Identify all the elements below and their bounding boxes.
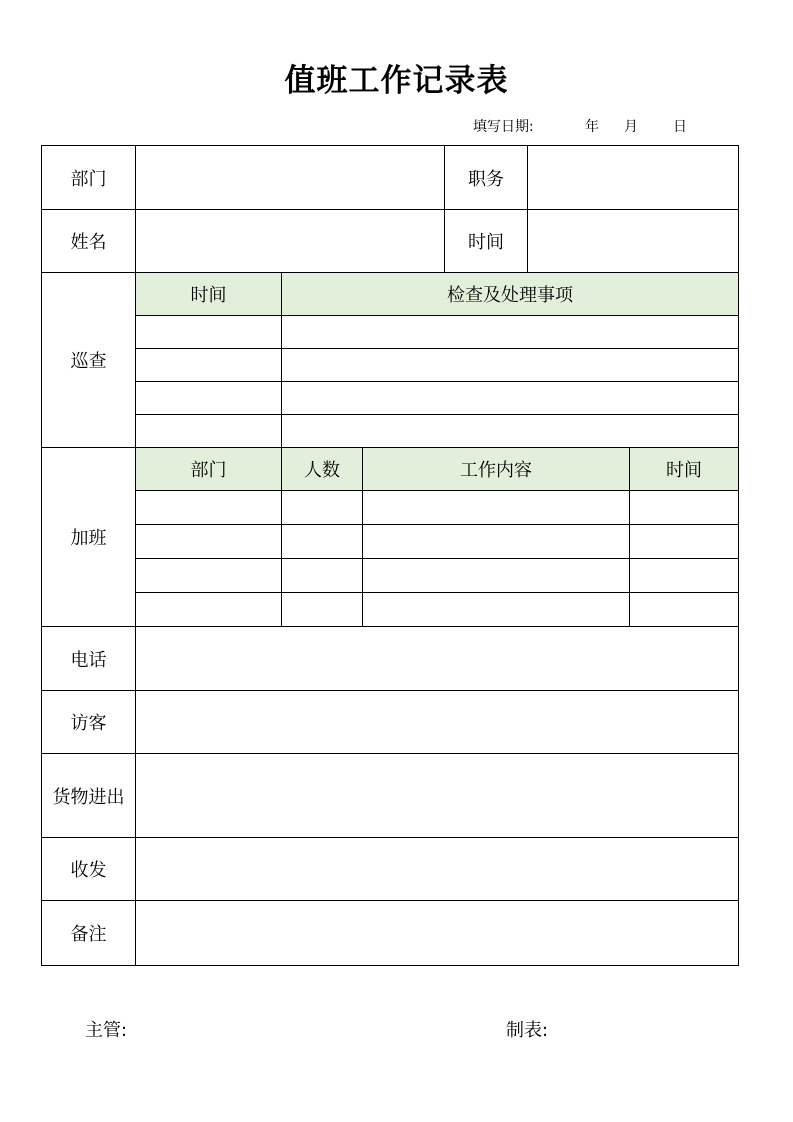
patrol-time-cell[interactable] bbox=[136, 415, 282, 448]
row-mail bbox=[42, 838, 739, 901]
row-phone bbox=[42, 627, 739, 691]
patrol-time-cell[interactable] bbox=[136, 316, 282, 349]
position-label-text: 职务 bbox=[468, 168, 505, 190]
time-label-cell bbox=[445, 210, 528, 272]
time-field[interactable] bbox=[528, 210, 738, 272]
notes-label: 备注 bbox=[42, 901, 136, 966]
position-field[interactable] bbox=[528, 146, 738, 209]
phone-field[interactable] bbox=[136, 627, 739, 691]
date-day-label: 日 bbox=[673, 119, 687, 135]
overtime-header-content: 工作内容 bbox=[363, 448, 630, 491]
name-label: 姓名 bbox=[42, 210, 136, 273]
overtime-time-cell[interactable] bbox=[630, 525, 739, 559]
mail-label: 收发 bbox=[42, 838, 136, 901]
patrol-row bbox=[42, 316, 739, 349]
time-label-text: 时间 bbox=[468, 232, 505, 253]
patrol-items-cell[interactable] bbox=[282, 415, 739, 448]
overtime-header-row bbox=[42, 448, 739, 491]
department-field[interactable] bbox=[136, 146, 445, 210]
patrol-items-cell[interactable] bbox=[282, 349, 739, 382]
phone-label: 电话 bbox=[42, 627, 136, 691]
name-field[interactable] bbox=[136, 210, 445, 273]
overtime-row bbox=[42, 525, 739, 559]
position-field-wrap bbox=[445, 146, 739, 210]
patrol-time-cell[interactable] bbox=[136, 349, 282, 382]
duty-record-table bbox=[41, 145, 739, 966]
row-name bbox=[42, 210, 739, 273]
overtime-headcount-cell[interactable] bbox=[282, 559, 363, 593]
visitor-field[interactable] bbox=[136, 691, 739, 754]
overtime-department-cell[interactable] bbox=[136, 593, 282, 627]
patrol-header-row bbox=[42, 273, 739, 316]
overtime-header-time: 时间 bbox=[630, 448, 739, 491]
overtime-department-cell[interactable] bbox=[136, 525, 282, 559]
row-visitor bbox=[42, 691, 739, 754]
visitor-label: 访客 bbox=[42, 691, 136, 754]
overtime-time-cell[interactable] bbox=[630, 593, 739, 627]
overtime-header-department: 部门 bbox=[136, 448, 282, 491]
overtime-time-cell[interactable] bbox=[630, 559, 739, 593]
patrol-items-cell[interactable] bbox=[282, 382, 739, 415]
goods-label: 货物进出 bbox=[42, 754, 136, 838]
date-label: 填写日期: bbox=[473, 119, 534, 135]
overtime-department-cell[interactable] bbox=[136, 559, 282, 593]
patrol-row bbox=[42, 382, 739, 415]
overtime-row bbox=[42, 559, 739, 593]
time-field-wrap bbox=[445, 210, 739, 273]
overtime-row bbox=[42, 491, 739, 525]
department-label: 部门 bbox=[42, 146, 136, 210]
date-month-label: 月 bbox=[624, 119, 638, 135]
overtime-content-cell[interactable] bbox=[363, 525, 630, 559]
patrol-row bbox=[42, 349, 739, 382]
date-year-label: 年 bbox=[585, 119, 599, 135]
overtime-content-cell[interactable] bbox=[363, 559, 630, 593]
overtime-headcount-cell[interactable] bbox=[282, 525, 363, 559]
prepared-by-label: 制表: bbox=[506, 1020, 549, 1041]
patrol-time-cell[interactable] bbox=[136, 382, 282, 415]
patrol-row bbox=[42, 415, 739, 448]
patrol-label: 巡查 bbox=[42, 273, 136, 448]
row-notes bbox=[42, 901, 739, 966]
overtime-row bbox=[42, 593, 739, 627]
position-label-cell bbox=[445, 146, 528, 209]
row-department bbox=[42, 146, 739, 210]
patrol-items-cell[interactable] bbox=[282, 316, 739, 349]
overtime-department-cell[interactable] bbox=[136, 491, 282, 525]
supervisor-label: 主管: bbox=[85, 1020, 128, 1041]
row-goods bbox=[42, 754, 739, 838]
overtime-label: 加班 bbox=[42, 448, 136, 627]
overtime-content-cell[interactable] bbox=[363, 593, 630, 627]
patrol-header-items: 检查及处理事项 bbox=[282, 273, 739, 316]
overtime-content-cell[interactable] bbox=[363, 491, 630, 525]
overtime-header-headcount: 人数 bbox=[282, 448, 363, 491]
overtime-time-cell[interactable] bbox=[630, 491, 739, 525]
notes-field[interactable] bbox=[136, 901, 739, 966]
mail-field[interactable] bbox=[136, 838, 739, 901]
page-title: 值班工作记录表 bbox=[284, 63, 509, 99]
overtime-headcount-cell[interactable] bbox=[282, 593, 363, 627]
overtime-headcount-cell[interactable] bbox=[282, 491, 363, 525]
goods-field[interactable] bbox=[136, 754, 739, 838]
patrol-header-time: 时间 bbox=[136, 273, 282, 316]
